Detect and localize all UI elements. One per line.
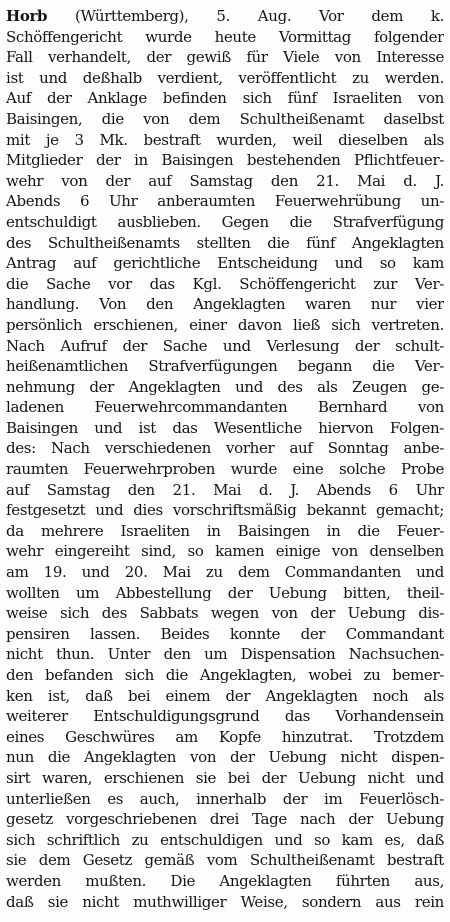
text-line: am 19. und 20. Mai zu dem Commandanten und — [6, 563, 444, 582]
text-line: werden mußten. Die Angeklagten führten aus, — [6, 871, 444, 890]
article-text — [6, 6, 444, 912]
text-line: nicht thun. Unter den um Dispensation Nachsuchen- — [6, 645, 444, 664]
text-line: unterließen es auch, innerhalb der im Feuerlösch- — [6, 789, 444, 808]
article-heading: Horb — [6, 7, 48, 25]
text-line: Fall verhandelt, der gewiß für Viele von Interesse — [6, 48, 444, 67]
text-line: handlung. Von den Angeklagten waren nur vier — [6, 295, 444, 314]
text-line: den befanden sich die Angeklagten, wobei zu bemer- — [6, 666, 444, 684]
text-line: wehr eingereiht sind, so kamen einige von denselben — [6, 542, 444, 561]
text-line: sich schriftlich zu entschuldigen und so kam es, daß — [6, 830, 444, 849]
text-line: weiterer Entschuldigungsgrund das Vorhandensein — [6, 707, 444, 726]
text-line: weise sich des Sabbats wegen von der Uebung dis- — [6, 604, 444, 623]
text-line: Abends 6 Uhr anberaumten Feuerwehrübung un- — [6, 192, 444, 211]
text-line: mit je 3 Mk. bestraft wurden, weil dieselben als — [6, 130, 444, 149]
text-line: wollten um Abbestellung der Uebung bitten, theil- — [6, 583, 444, 602]
text-line: nun die Angeklagten von der Uebung nicht dispen- — [6, 748, 444, 767]
text-line: auf Samstag den 21. Mai d. J. Abends 6 Uhr — [6, 480, 444, 499]
text-line: des Schultheißenamts stellten die fünf Angeklagten — [6, 233, 444, 252]
text-line: des: Nach verschiedenen vorher auf Sonntag anbe- — [6, 439, 444, 458]
text-line: pensiren lassen. Beides konnte der Commandant — [6, 624, 444, 643]
text-line: da mehrere Israeliten in Baisingen in die Feuer- — [6, 521, 444, 540]
text-line: Antrag auf gerichtliche Entscheidung und so kam — [6, 254, 444, 273]
text-line — [6, 6, 444, 27]
text-line: entschuldigt ausblieben. Gegen die Strafverfügung — [6, 212, 444, 231]
text-line: Mitglieder der in Baisingen bestehenden Pflichtfeuer- — [6, 151, 444, 170]
line-text: (Württemberg), 5. Aug. Vor dem k. — [74, 7, 444, 25]
text-line: wehr von der auf Samstag den 21. Mai d. J. — [6, 171, 444, 190]
text-line: Baisingen, die von dem Schultheißenamt daselbst — [6, 109, 444, 128]
text-line: persönlich erschienen, einer davon ließ sich vertreten. — [6, 315, 444, 334]
text-line: die Sache vor das Kgl. Schöffengericht zur Ver- — [6, 274, 444, 293]
text-line: heißenamtlichen Strafverfügungen begann die Ver- — [6, 357, 444, 376]
text-line: gesetz vorgeschriebenen drei Tage nach der Uebung — [6, 810, 444, 829]
text-line: ken ist, daß bei einem der Angeklagten noch als — [6, 686, 444, 705]
text-line: Nach Aufruf der Sache und Verlesung der schult- — [6, 336, 444, 355]
text-line: raumten Feuerwehrproben wurde eine solche Probe — [6, 460, 444, 479]
text-line: Schöffengericht wurde heute Vormittag folgender — [6, 27, 444, 46]
text-line: ist und deßhalb verdient, veröffentlicht zu werden. — [6, 68, 444, 87]
text-line: eines Geschwüres am Kopfe hinzutrat. Trotzdem — [6, 727, 444, 746]
text-line: sirt waren, erschienen sie bei der Uebung nicht und — [6, 768, 444, 787]
text-line: ladenen Feuerwehrcommandanten Bernhard von — [6, 398, 444, 417]
text-line: nehmung der Angeklagten und des als Zeugen ge- — [6, 377, 444, 396]
text-line: daß sie nicht muthwilliger Weise, sondern aus rein — [6, 892, 444, 911]
text-line: Auf der Anklage befinden sich fünf Israeliten von — [6, 89, 444, 108]
text-line: Baisingen und ist das Wesentliche hiervon Folgen- — [6, 418, 444, 437]
text-line: sie dem Gesetz gemäß vom Schultheißenamt bestraft — [6, 851, 444, 870]
text-line: festgesetzt und dies vorschriftsmäßig bekannt gemacht; — [6, 501, 444, 520]
